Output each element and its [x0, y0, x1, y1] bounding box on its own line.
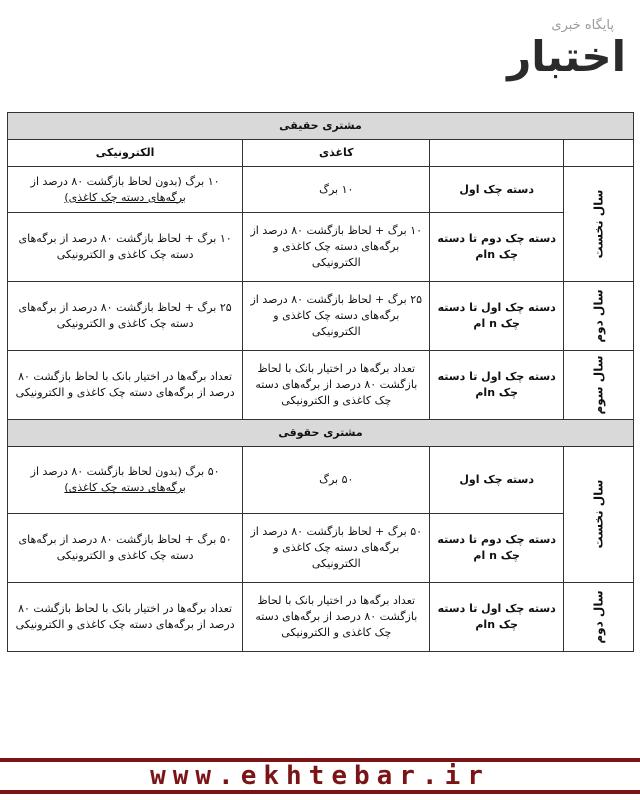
paper-cell: ۵۰ برگ: [243, 447, 430, 514]
paper-cell: ۵۰ برگ + لحاظ بازگشت ۸۰ درصد از برگه‌های دسته چک کاغذی و الکترونیکی: [243, 514, 430, 583]
header-empty-stage: [430, 140, 564, 167]
check-quota-table: [7, 112, 634, 652]
table-row: [8, 213, 634, 282]
section-header-legal: [8, 420, 634, 447]
section-header-real: [8, 113, 634, 140]
electronic-cell: تعداد برگه‌ها در اختیار بانک با لحاظ بازگشت ۸۰ درصد از برگه‌های دسته چک کاغذی و الکترونیکی: [8, 583, 243, 652]
stage-cell: دسته چک دوم تا دسته چک nام: [430, 213, 564, 282]
electronic-cell: [8, 447, 243, 514]
year-cell: سال دوم: [564, 282, 634, 351]
footer-url[interactable]: www.ekhtebar.ir: [150, 761, 490, 791]
paper-cell: تعداد برگه‌ها در اختیار بانک با لحاظ بازگشت ۸۰ درصد از برگه‌های دسته چک کاغذی و الکترونیکی: [243, 351, 430, 420]
year-cell: سال دوم: [564, 583, 634, 652]
electronic-cell: ۲۵ برگ + لحاظ بازگشت ۸۰ درصد از برگه‌های دسته چک کاغذی و الکترونیکی: [8, 282, 243, 351]
table-row: [8, 282, 634, 351]
year-cell: سال نخست: [564, 447, 634, 583]
year-cell: سال نخست: [564, 167, 634, 282]
electronic-text-underlined: برگه‌های دسته چک کاغذی): [64, 481, 186, 494]
paper-cell: ۲۵ برگ + لحاظ بازگشت ۸۰ درصد از برگه‌های دسته چک کاغذی و الکترونیکی: [243, 282, 430, 351]
table-row: [8, 351, 634, 420]
header-empty-year: [564, 140, 634, 167]
paper-cell: ۱۰ برگ + لحاظ بازگشت ۸۰ درصد از برگه‌های دسته چک کاغذی و الکترونیکی: [243, 213, 430, 282]
stage-cell: دسته چک دوم تا دسته چک n ام: [430, 514, 564, 583]
footer-banner: [0, 758, 640, 794]
section-title-legal: مشتری حقوقی: [8, 420, 634, 447]
table-row: [8, 514, 634, 583]
year-cell: سال سوم: [564, 351, 634, 420]
table-row: [8, 447, 634, 514]
stage-cell: دسته چک اول: [430, 447, 564, 514]
logo-tagline: پایگاه خبری: [551, 18, 614, 33]
paper-cell: ۱۰ برگ: [243, 167, 430, 213]
site-logo: [496, 18, 626, 98]
stage-cell: دسته چک اول تا دسته چک n ام: [430, 282, 564, 351]
column-header-row: [8, 140, 634, 167]
table-row: [8, 583, 634, 652]
header-paper: کاغذی: [243, 140, 430, 167]
electronic-cell: تعداد برگه‌ها در اختیار بانک با لحاظ بازگشت ۸۰ درصد از برگه‌های دسته چک کاغذی و الکترونیکی: [8, 351, 243, 420]
header-electronic: الکترونیکی: [8, 140, 243, 167]
stage-cell: دسته چک اول: [430, 167, 564, 213]
electronic-text: ۵۰ برگ (بدون لحاظ بازگشت ۸۰ درصد از: [30, 465, 220, 478]
table-row: [8, 167, 634, 213]
electronic-cell: ۵۰ برگ + لحاظ بازگشت ۸۰ درصد از برگه‌های دسته چک کاغذی و الکترونیکی: [8, 514, 243, 583]
paper-cell: تعداد برگه‌ها در اختیار بانک با لحاظ بازگشت ۸۰ درصد از برگه‌های دسته چک کاغذی و الکترونیکی: [243, 583, 430, 652]
electronic-cell: ۱۰ برگ + لحاظ بازگشت ۸۰ درصد از برگه‌های دسته چک کاغذی و الکترونیکی: [8, 213, 243, 282]
electronic-cell: [8, 167, 243, 213]
stage-cell: دسته چک اول تا دسته چک nام: [430, 351, 564, 420]
electronic-text: ۱۰ برگ (بدون لحاظ بازگشت ۸۰ درصد از: [30, 174, 220, 188]
section-title-real: مشتری حقیقی: [8, 113, 634, 140]
stage-cell: دسته چک اول تا دسته چک nام: [430, 583, 564, 652]
electronic-text-underlined: برگه‌های دسته چک کاغذی): [64, 190, 186, 204]
logo-name: اختبار: [507, 32, 626, 81]
